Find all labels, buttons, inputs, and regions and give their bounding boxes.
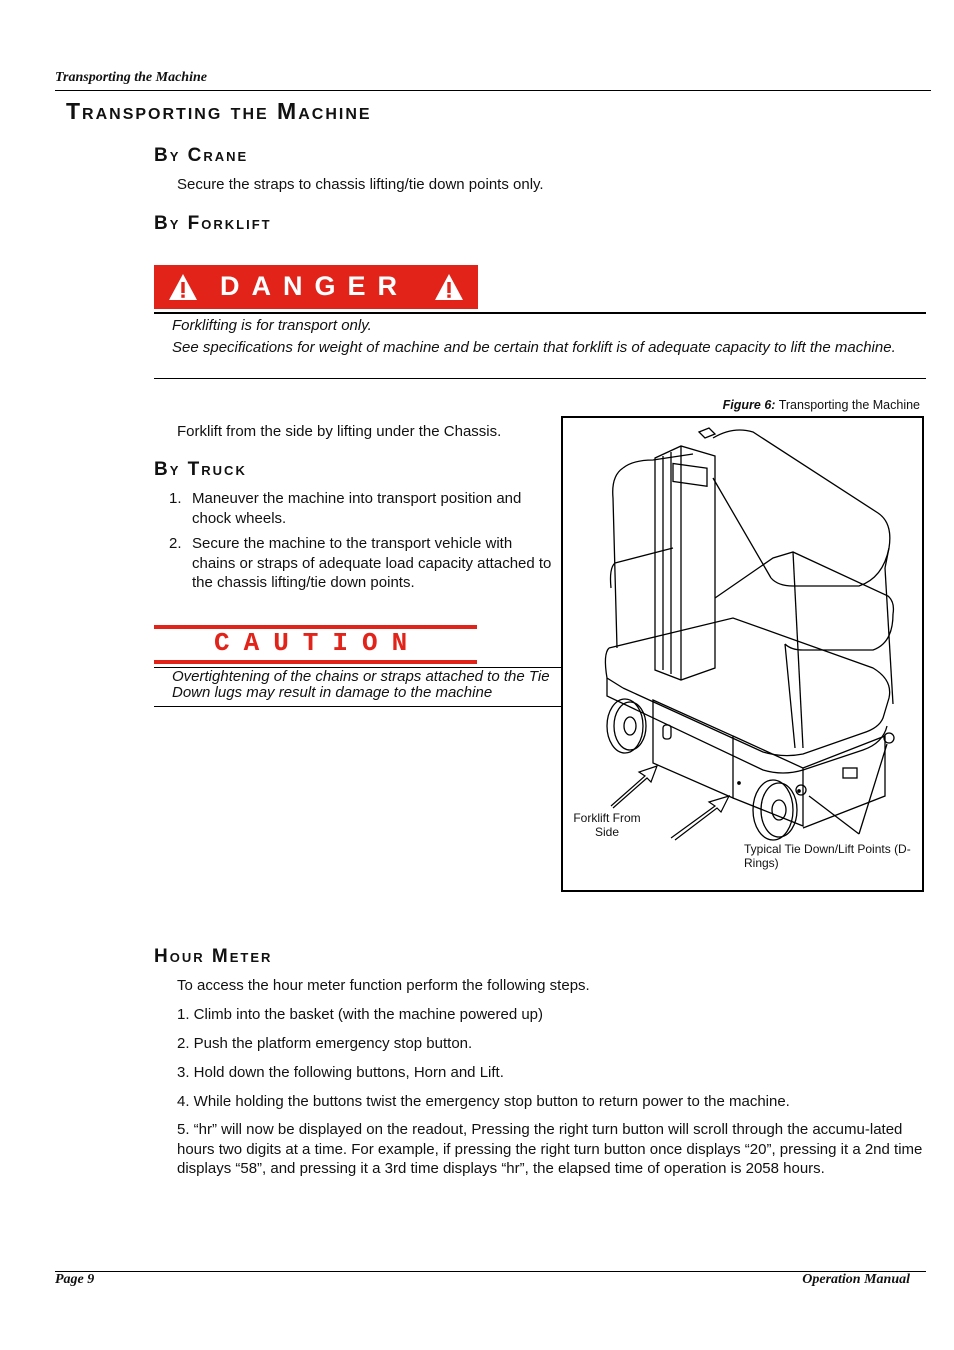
section-heading-truck: By Truck: [154, 459, 247, 480]
footer-manual-title: Operation Manual: [802, 1272, 910, 1287]
figure-label: Figure 6:: [722, 398, 776, 412]
figure-caption-text: Transporting the Machine: [778, 398, 920, 412]
caution-text: Overtightening of the chains or straps attached to the Tie Down lugs may result in damage to the machine: [172, 668, 550, 701]
footer-page-number: Page 9: [55, 1272, 95, 1287]
list-item: [154, 489, 554, 528]
step-text: Secure the machine to the transport vehicle with chains or straps of adequate load capacity attached to the chassis lifting/tie down points.: [192, 535, 552, 591]
hour-meter-step-5: 5. “hr” will now be displayed on the readout, Pressing the right turn button will scroll through the accumu-lated hours two digits at a time. For example, if pressing the right turn button once displays “20”, pressing it a 2nd time displays “58”, and pressing it a 3rd time displays “hr”, the elapsed time of operation is 2058 hours.: [177, 1121, 923, 1177]
section-heading-forklift: By Forklift: [154, 213, 272, 234]
hour-meter-step-4: 4. While holding the buttons twist the emergency stop button to return power to the machine.: [177, 1093, 790, 1110]
hour-meter-step-1: 1. Climb into the basket (with the machine powered up): [177, 1006, 544, 1023]
step-number: 2.: [169, 535, 182, 552]
hour-meter-step-2: 2. Push the platform emergency stop button.: [177, 1035, 473, 1052]
callout-tie-down: Typical Tie Down/Lift Points (D-Rings): [744, 842, 911, 870]
warning-triangle-icon: [168, 272, 198, 302]
danger-line-1: Forklifting is for transport only.: [172, 317, 372, 334]
danger-label: DANGER: [220, 271, 410, 301]
caution-text-rule-bottom: [154, 706, 561, 707]
section-heading-hour-meter: Hour Meter: [154, 946, 273, 967]
hour-meter-step-3: 3. Hold down the following buttons, Horn and Lift.: [177, 1064, 504, 1081]
section-heading-crane: By Crane: [154, 145, 249, 166]
step-number: 1.: [169, 490, 182, 507]
danger-rule-bottom: [154, 378, 926, 379]
running-header: Transporting the Machine: [55, 70, 207, 85]
caution-rule-bottom: [154, 660, 477, 664]
page-title: Transporting the Machine: [66, 98, 372, 124]
step-text: Maneuver the machine into transport position and chock wheels.: [192, 490, 522, 527]
figure-frame: [561, 416, 924, 892]
truck-steps: [154, 489, 554, 599]
list-item: [154, 534, 554, 593]
danger-line-2: See specifications for weight of machine and be certain that forklift is of adequate capacity to lift the machine.: [172, 339, 896, 356]
crane-text: Secure the straps to chassis lifting/tie down points only.: [177, 176, 544, 193]
header-rule: [55, 90, 931, 91]
figure-caption: [600, 398, 920, 412]
caution-label: CAUTION: [214, 628, 422, 658]
danger-rule-top: [154, 312, 926, 314]
forklift-text: Forklift from the side by lifting under the Chassis.: [177, 423, 502, 440]
hour-meter-intro: To access the hour meter function perform the following steps.: [177, 977, 590, 994]
callout-forklift-side: Forklift From Side: [573, 811, 641, 839]
warning-triangle-icon: [434, 272, 464, 302]
danger-banner: [154, 265, 478, 309]
